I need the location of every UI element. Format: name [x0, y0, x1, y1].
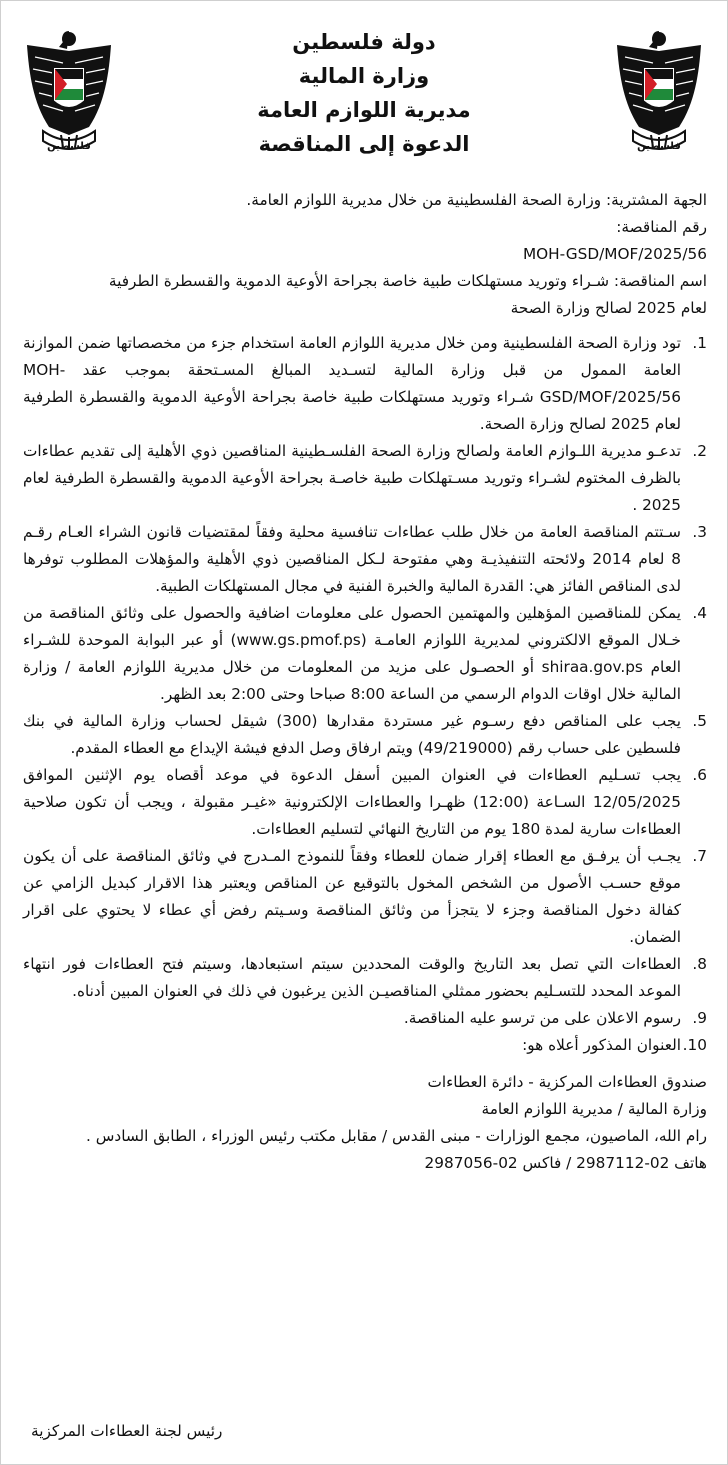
clause-10: [23, 1032, 707, 1059]
clause-number: 3.: [692, 523, 707, 541]
clause-7: [23, 843, 707, 951]
document-title: الدعوة إلى المناقصة: [258, 132, 470, 156]
emblem-caption: فلسطين: [47, 141, 91, 152]
clause-text: تود وزارة الصحة الفلسطينية ومن خلال مديرية اللوازم العامة استخدام جزء من مخصصاتها ضمن الموازنة العامة الممول من قبل وزارة المالية لتسـديد المبالغ المسـتحقة بموجب عقد MOH-GSD/MOF/2025/56 شـراء وتوريد مستهلكات طبية خاصة بجراحة الأوعية الدموية والقسطرة الطرفية لعام 2025 لصالح وزارة الصحة.: [23, 334, 681, 433]
clause-2: [23, 438, 707, 519]
clause-number: 8.: [692, 955, 707, 973]
address-line-2: وزارة المالية / مديرية اللوازم العامة: [481, 1100, 707, 1118]
clause-text: العنوان المذكور أعلاه هو:: [522, 1036, 681, 1054]
clause-number: 7.: [692, 847, 707, 865]
clause-text: يجـب أن يرفـق مع العطاء إقرار ضمان للعطاء وفقاً للنموذج المـدرج في وثائق المناقصة على أن يكون موقع حسـب الأصول من الشخص المخول بالتوقيع عن المناقص ويعتبر هذا الاقرار كبديل الزامي عن كفالة دخول المناقصة وجزء لا يتجزأ من وثائق المناقصة وسـيتم رفض أي عطاء لا يحتوي على اقرار الضمان.: [23, 847, 681, 946]
state-name: دولة فلسطين: [292, 30, 436, 54]
clause-text: يمكن للمناقصين المؤهلين والمهتمين الحصول على معلومات اضافية والحصول على وثائق المناقصة من خـلال الموقع الالكتروني لمديرية اللوازم العامـة (www.gs.pmof.ps) أو عبر البوابة الموحدة للشـراء العام shiraa.gov.ps أو الحصـول على مزيد من المعلومات من خلال مديرية اللوازم العامة / وزارة المالية خلال اوقات الدوام الرسمي من الساعة 8:00 صباحا وحتى 2:00 بعد الظهر.: [23, 604, 681, 703]
phone-fax-line: هاتف 02-2987112 / فاكس 02-2987056: [424, 1154, 707, 1172]
address-line-1: صندوق العطاءات المركزية - دائرة العطاءات: [427, 1073, 707, 1091]
signature-title: رئيس لجنة العطاءات المركزية: [31, 1422, 223, 1440]
clause-number: 10.: [682, 1036, 707, 1054]
tender-number-label: رقم المناقصة:: [616, 218, 707, 236]
clause-8: [23, 951, 707, 1005]
clause-text: سـتتم المناقصة العامة من خلال طلب عطاءات تنافسية محلية وفقاً لمقتضيات قانون الشراء العـام رقـم 8 لعام 2014 ولائحته التنفيذيـة وهي مفتوحة لـكل المناقصين ذوي الأهلية والمؤهلات المطلوب توفرها لدى المناقص الفائز هي: القدرة المالية والخبرة الفنية في مجال المستهلكات الطبية.: [23, 523, 681, 595]
tender-name-line1: اسم المناقصة: شـراء وتوريد مستهلكات طبية خاصة بجراحة الأوعية الدموية والقسطرة الطرفية: [108, 272, 707, 290]
clause-number: 6.: [692, 766, 707, 784]
emblem-caption: فلسطين: [637, 141, 681, 152]
directorate-name: مديرية اللوازم العامة: [257, 98, 471, 122]
clause-number: 2.: [692, 442, 707, 460]
clause-4: [23, 600, 707, 708]
ministry-name: وزارة المالية: [298, 64, 430, 88]
document-header: [151, 25, 577, 161]
clause-text: يجب تسـليم العطاءات في العنوان المبين أسفل الدعوة في موعد أقصاه يوم الإثنين الموافق 12/05/2025 السـاعة (12:00) ظهـرا والعطاءات الإلكترونية «غيـر مقبولة ، ويجب أن تكون صلاحية العطاءات سارية لمدة 180 يوم من التاريخ النهائي لتسليم العطاءات.: [23, 766, 681, 838]
address-block: [23, 1069, 707, 1177]
clause-number: 9.: [692, 1009, 707, 1027]
document-body: [23, 187, 707, 1177]
palestine-eagle-emblem-right: [613, 23, 705, 163]
buyer-line: الجهة المشترية: وزارة الصحة الفلسطينية من خلال مديرية اللوازم العامة.: [246, 191, 707, 209]
address-line-3: رام الله، الماصيون، مجمع الوزارات - مبنى القدس / مقابل مكتب رئيس الوزراء ، الطابق السادس .: [86, 1127, 707, 1145]
clause-number: 1.: [692, 334, 707, 352]
clause-1: [23, 330, 707, 438]
clause-5: [23, 708, 707, 762]
clause-3: [23, 519, 707, 600]
clause-text: تدعـو مديرية اللـوازم العامة ولصالح وزارة الصحة الفلسـطينية المناقصين ذوي الأهلية إلى تقديم عطاءات بالظرف المختوم لشـراء وتوريد مسـتهلكات طبية خاصـة بجراحة الأوعية الدموية والقسطرة الطرفية لعام 2025 .: [23, 442, 681, 514]
clause-text: رسوم الاعلان على من ترسو عليه المناقصة.: [403, 1009, 681, 1027]
clause-number: 4.: [692, 604, 707, 622]
palestine-eagle-emblem-left: [23, 23, 115, 163]
clause-text: العطاءات التي تصل بعد التاريخ والوقت المحددين سيتم استبعادها، وسيتم فتح العطاءات فور انتهاء الموعد المحدد للتسـليم بحضور ممثلي المناقصيـن الذين يرغبون في ذلك في العنوان المبين أدناه.: [23, 955, 681, 1000]
tender-number: MOH-GSD/MOF/2025/56: [522, 245, 707, 263]
clause-number: 5.: [692, 712, 707, 730]
clause-6: [23, 762, 707, 843]
tender-name-line2: لعام 2025 لصالح وزارة الصحة: [510, 299, 707, 317]
clause-9: [23, 1005, 707, 1032]
clause-text: يجب على المناقص دفع رسـوم غير مستردة مقدارها (300) شيقل لحساب وزارة المالية في بنك فلسطين على حساب رقم (49/219000) ويتم ارفاق وصل الدفع فيشة الإيداع مع العطاء المقدم.: [23, 712, 681, 757]
